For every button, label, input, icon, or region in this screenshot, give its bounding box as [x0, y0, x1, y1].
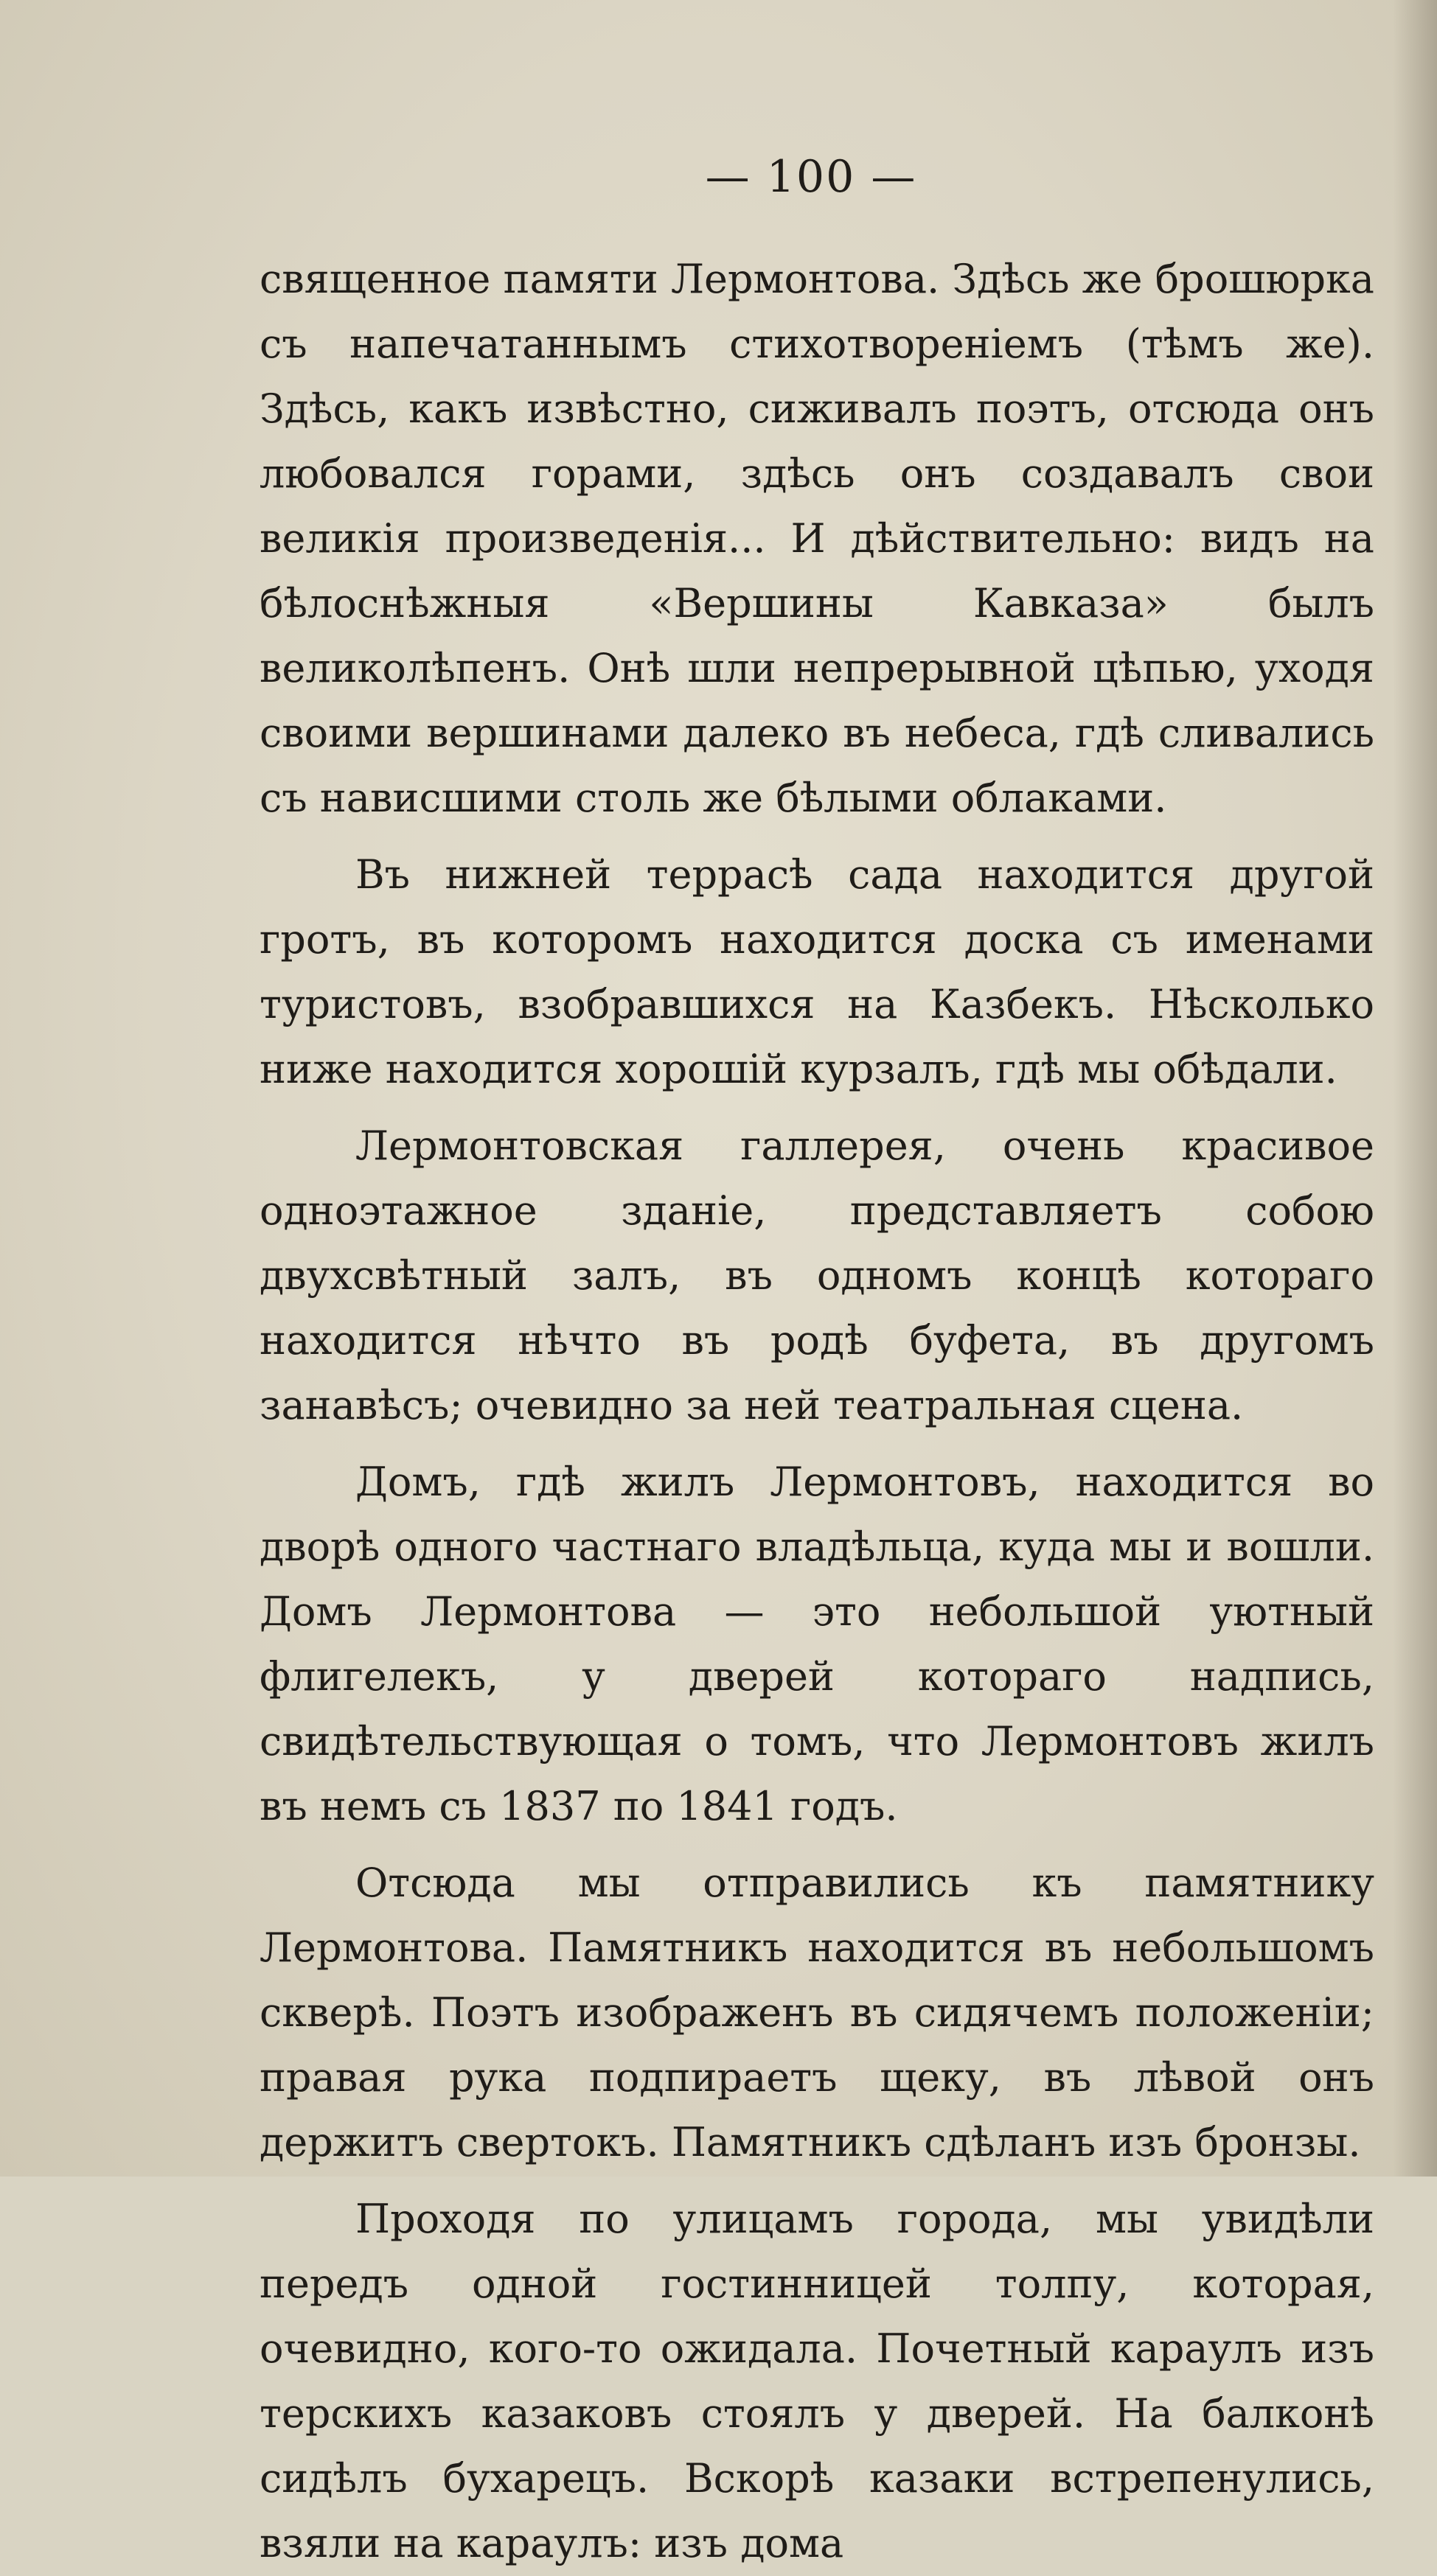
body-text [260, 247, 1374, 2576]
page-edge-shadow [1393, 0, 1437, 2177]
paragraph-monument: Отсюда мы отправились къ памятнику Лермонтова. Памятникъ находится въ небольшомъ скверѣ. Поэтъ изображенъ въ сидячемъ положеніи; правая рука подпираетъ щеку, въ лѣвой онъ держитъ свертокъ. Памятникъ сдѣланъ изъ бронзы. [260, 1860, 1374, 2165]
paragraph-city-streets: Проходя по улицамъ города, мы увидѣли передъ одной гостинницей толпу, которая, очевидно, кого-то ожидала. Почетный караулъ изъ терскихъ казаковъ стоялъ у дверей. На балконѣ сидѣлъ бухарецъ. Вскорѣ казаки встрепенулись, взяли на караулъ: изъ дома [260, 2196, 1374, 2566]
paragraph-lower-terrace: Въ нижней террасѣ сада находится другой гротъ, въ которомъ находится доска съ именами туристовъ, взобравшихся на Казбекъ. Нѣсколько ниже находится хорошій курзалъ, гдѣ мы обѣдали. [260, 851, 1374, 1092]
paragraph-continuation: священное памяти Лермонтова. Здѣсь же брошюрка съ напечатаннымъ стихотвореніемъ (тѣмъ же). Здѣсь, какъ извѣстно, сиживалъ поэтъ, отсюда онъ любовался горами, здѣсь онъ создавалъ свои великія произведенія... И дѣйствительно: видъ на бѣлоснѣжныя «Вершины Кавказа» былъ великолѣпенъ. Онѣ шли непрерывной цѣпью, уходя своими вершинами далеко въ небеса, гдѣ сливались съ нависшими столь же бѣлыми облаками. [260, 256, 1374, 821]
paragraph-lermontov-house: Домъ, гдѣ жилъ Лермонтовъ, находится во дворѣ одного частнаго владѣльца, куда мы и вошли. Домъ Лермонтова — это небольшой уютный флигелекъ, у дверей котораго надпись, свидѣтельствующая о томъ, что Лермонтовъ жилъ въ немъ съ 1837 по 1841 годъ. [260, 1459, 1374, 1829]
page-number: — 100 — [705, 151, 917, 203]
paragraph-gallery: Лермонтовская галлерея, очень красивое одноэтажное зданіе, представляетъ собою двухсвѣтный залъ, въ одномъ концѣ котораго находится нѣчто въ родѣ буфета, въ другомъ занавѣсъ; очевидно за ней театральная сцена. [260, 1123, 1374, 1428]
